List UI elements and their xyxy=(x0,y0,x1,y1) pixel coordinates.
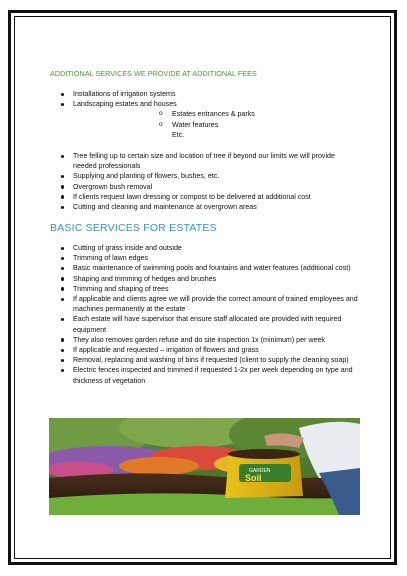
list-item: Installations of irrigation systems xyxy=(60,89,360,99)
bag-label-main: Soil xyxy=(245,473,262,483)
list-item: Basic maintenance of swimming pools and fountains and water features (additional cost) xyxy=(60,263,360,273)
list-item: Removal, replacing and washing of bins if requested (client to supply the cleaning soap) xyxy=(60,355,360,365)
list-item: Electric fences inspected and trimmed if requested 1-2x per week depending on type and thickness of vegetation xyxy=(60,365,360,385)
sub-list-item: o Water features xyxy=(159,120,219,129)
list-item: Each estate will have supervisor that ensure staff allocated are provided with required equipment xyxy=(60,314,360,334)
list-item: Landscaping estates and houses xyxy=(60,99,360,109)
list-item: They also removes garden refuse and do site inspection 1x (minimum) per week xyxy=(60,335,360,345)
list-item: Shaping and trimming of hedges and brushes xyxy=(60,274,360,284)
list-item: Trimming and shaping of trees xyxy=(60,284,360,294)
gardening-photo xyxy=(49,418,360,515)
list-item: Tree felling up to certain size and location of tree if beyond our limits we will provide needed professionals xyxy=(60,151,360,171)
sub-list-item: o Estates entrances & parks xyxy=(159,110,255,118)
additional-services-list-bottom xyxy=(60,151,360,212)
bag-label-top: GARDEN xyxy=(249,468,271,474)
sub-bullet: o xyxy=(159,120,163,128)
gardening-illustration xyxy=(49,418,360,515)
list-item: Cutting of grass inside and outside xyxy=(60,243,360,253)
sub-bullet: o xyxy=(159,110,163,117)
list-item: Supplying and planting of flowers, bushes, etc. xyxy=(60,171,360,181)
list-item: Cutting and cleaning and maintenance at overgrown areas xyxy=(60,202,360,212)
additional-services-heading: ADDITIONAL SERVICES WE PROVIDE AT ADDITIONAL FEES xyxy=(50,69,257,78)
additional-services-list-top xyxy=(60,89,360,109)
list-item: If applicable and requested – irrigation of flowers and grass xyxy=(60,345,360,355)
basic-services-heading: BASIC SERVICES FOR ESTATES xyxy=(50,222,217,234)
list-item: If clients request lawn dressing or compost to be delivered at additional cost xyxy=(60,192,360,202)
list-item: If applicable and clients agree we will provide the correct amount of trained employees and machines permanently at the estate xyxy=(60,294,360,314)
list-item: Overgrown bush removal xyxy=(60,182,360,192)
sub-list-item: Etc. xyxy=(172,131,185,139)
basic-services-list xyxy=(60,243,360,386)
list-item: Trimming of lawn edges xyxy=(60,253,360,263)
